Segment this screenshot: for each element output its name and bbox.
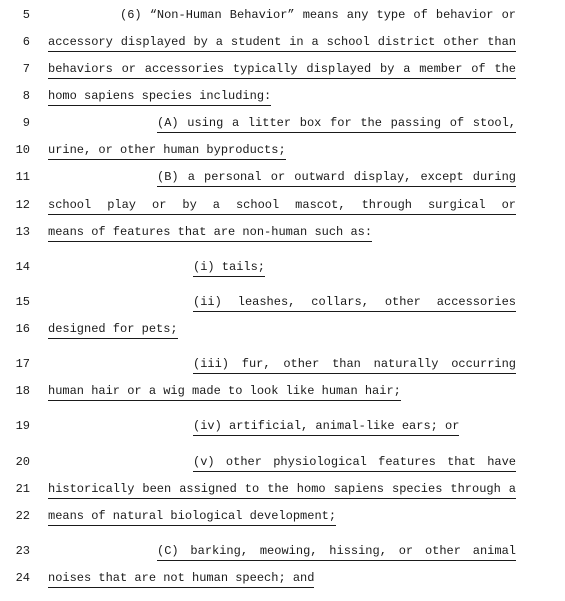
- line-text: (iii) fur, other than naturally occurring: [193, 355, 516, 374]
- line-number: 5: [22, 8, 30, 22]
- line-text: human hair or a wig made to look like human hair;: [48, 382, 401, 401]
- line-text: accessory displayed by a student in a school district other than: [48, 33, 516, 52]
- document-line: [0, 417, 565, 437]
- line-text: (iv) artificial, animal-like ears; or: [193, 417, 459, 436]
- document-line: [0, 168, 565, 188]
- line-text: homo sapiens species including:: [48, 87, 271, 106]
- line-number: 19: [15, 419, 30, 433]
- line-number: 9: [22, 116, 30, 130]
- line-number: 22: [15, 509, 30, 523]
- line-number: 7: [22, 62, 30, 76]
- line-number: 17: [15, 357, 30, 371]
- line-text: (A) using a litter box for the passing of stool,: [157, 114, 516, 133]
- line-number: 10: [15, 143, 30, 157]
- line-number: 8: [22, 89, 30, 103]
- line-text: school play or by a school mascot, through surgical or: [48, 196, 516, 215]
- line-text: designed for pets;: [48, 320, 178, 339]
- line-number: 18: [15, 384, 30, 398]
- document-line: [0, 355, 565, 375]
- line-text: historically been assigned to the homo sapiens species through a: [48, 480, 516, 499]
- document-line: [0, 453, 565, 473]
- document-line: [0, 114, 565, 134]
- document-line: [0, 196, 565, 216]
- line-text: (B) a personal or outward display, except during: [157, 168, 516, 187]
- line-number: 23: [15, 544, 30, 558]
- line-number: 12: [15, 198, 30, 212]
- document-line: [0, 507, 565, 527]
- line-text: (6) “Non-Human Behavior” means any type of behavior or: [120, 8, 516, 22]
- line-number: 11: [15, 170, 30, 184]
- document-line: [0, 6, 565, 26]
- line-text: noises that are not human speech; and: [48, 569, 314, 588]
- document-line: [0, 87, 565, 107]
- line-text: (ii) leashes, collars, other accessories: [193, 293, 516, 312]
- document-line: [0, 569, 565, 589]
- line-number: 14: [15, 260, 30, 274]
- line-text: (C) barking, meowing, hissing, or other animal: [157, 542, 516, 561]
- document-line: [0, 60, 565, 80]
- line-number: 6: [22, 35, 30, 49]
- line-text: behaviors or accessories typically displayed by a member of the: [48, 60, 516, 79]
- document-line: [0, 258, 565, 278]
- line-text: (v) other physiological features that have: [193, 453, 516, 472]
- line-text: means of natural biological development;: [48, 507, 336, 526]
- document-line: [0, 320, 565, 340]
- line-text: urine, or other human byproducts;: [48, 141, 286, 160]
- line-number: 13: [15, 225, 30, 239]
- document-line: [0, 480, 565, 500]
- line-text: (i) tails;: [193, 258, 265, 277]
- line-number: 16: [15, 322, 30, 336]
- line-text: means of features that are non-human such as:: [48, 223, 372, 242]
- line-number: 21: [15, 482, 30, 496]
- document-line: [0, 382, 565, 402]
- document-line: [0, 223, 565, 243]
- document-line: [0, 542, 565, 562]
- document-line: [0, 293, 565, 313]
- line-number: 20: [15, 455, 30, 469]
- line-number: 15: [15, 295, 30, 309]
- document-line: [0, 141, 565, 161]
- line-number: 24: [15, 571, 30, 585]
- document-line: [0, 33, 565, 53]
